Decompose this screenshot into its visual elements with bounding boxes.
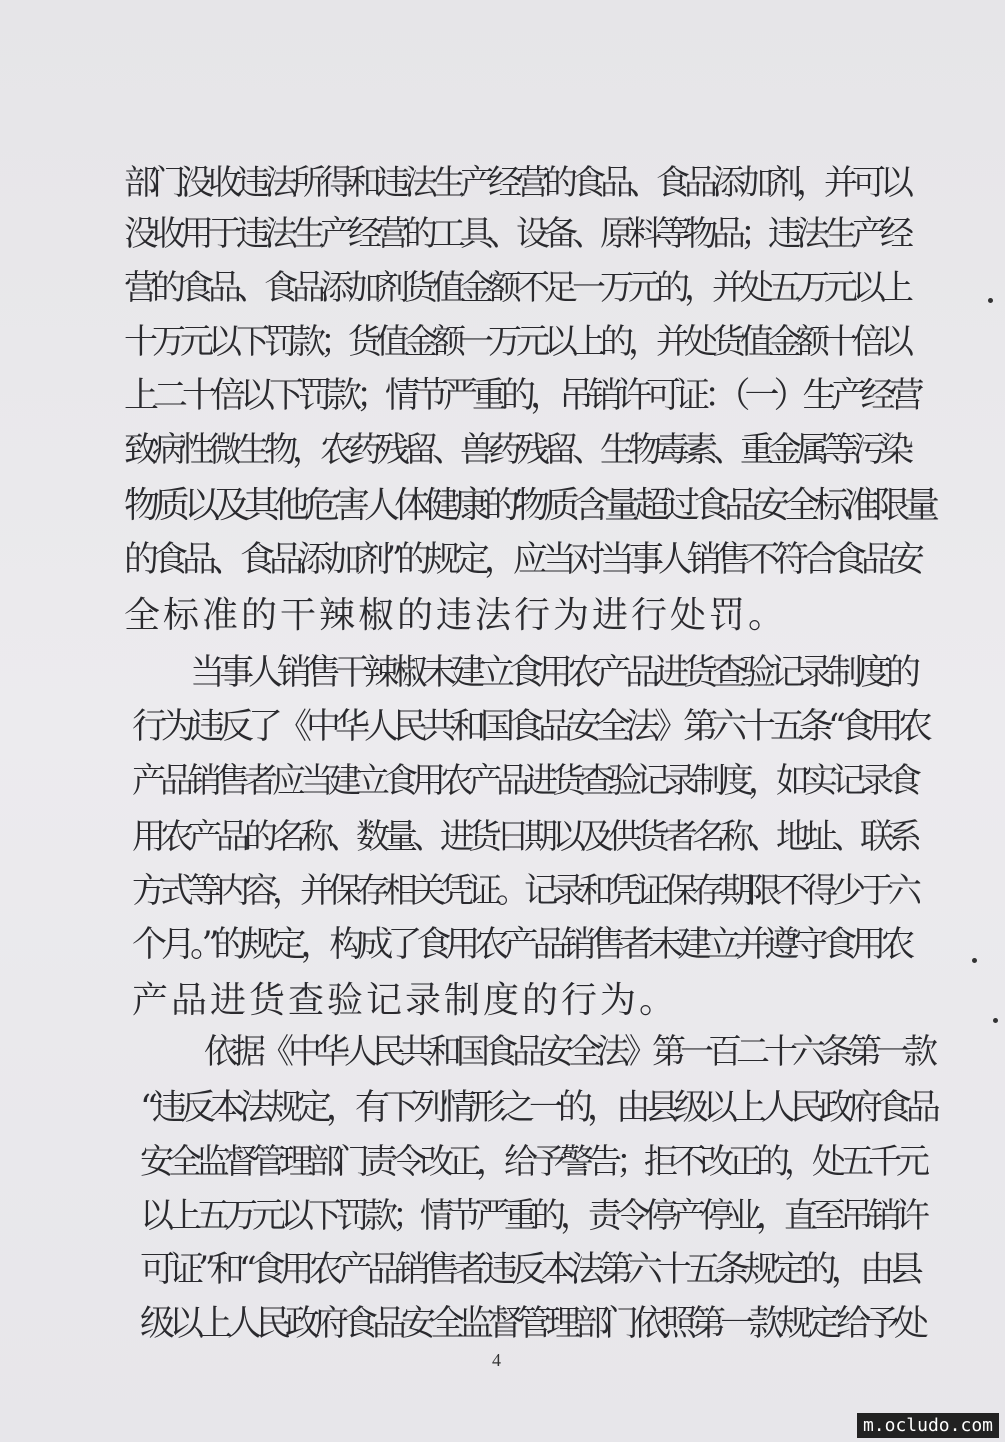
binding-hole-mark bbox=[993, 1018, 998, 1023]
text-line: 可证”和“食用农产品销售者违反本法第六十五条规定的，由县 bbox=[140, 1250, 918, 1290]
text-line: 依据《中华人民共和国食品安全法》第一百二十六条第一款 bbox=[204, 1032, 932, 1072]
text-line: 十万元以下罚款；货值金额一万元以上的，并处货值金额十倍以 bbox=[124, 322, 908, 362]
text-line: 方式等内容，并保存相关凭证。记录和凭证保存期限不得少于六 bbox=[132, 871, 916, 911]
text-line: 营的食品、食品添加剂货值金额不足一万元的，并处五万元以上 bbox=[124, 268, 908, 308]
text-line: 当事人销售干辣椒未建立食用农产品进货查验记录制度的 bbox=[190, 653, 916, 693]
page-number: 4 bbox=[492, 1350, 501, 1370]
text-line: 产品进货查验记录制度的行为。 bbox=[132, 980, 679, 1021]
text-line: “违反本法规定，有下列情形之一的，由县级以上人民政府食品 bbox=[140, 1088, 935, 1128]
text-line: 行为违反了《中华人民共和国食品安全法》第六十五条“食用农 bbox=[132, 707, 927, 747]
binding-hole-mark bbox=[972, 958, 977, 963]
text-line: 级以上人民政府食品安全监督管理部门依照第一款规定给予处 bbox=[140, 1304, 924, 1344]
text-line: 没收用于违法生产经营的工具、设备、原料等物品；违法生产经 bbox=[124, 214, 908, 254]
text-line: 致病性微生物，农药残留、兽药残留、生物毒素、重金属等污染 bbox=[124, 430, 908, 470]
binding-hole-mark bbox=[988, 298, 993, 303]
text-line: 部门没收违法所得和违法生产经营的食品、食品添加剂，并可以 bbox=[124, 163, 908, 203]
text-line: 个月。”的规定，构成了食用农产品销售者未建立并遵守食用农 bbox=[132, 925, 910, 965]
text-line: 全标准的干辣椒的违法行为进行处罚。 bbox=[124, 595, 788, 636]
text-line: 物质以及其他危害人体健康的物质含量超过食品安全标准限量 bbox=[124, 485, 935, 526]
watermark: m.ocludo.com bbox=[857, 1413, 999, 1438]
text-line: 的食品、食品添加剂”的规定，应当对当事人销售不符合食品安 bbox=[124, 540, 919, 580]
text-line: 以上五万元以下罚款；情节严重的，责令停产停业，直至吊销许 bbox=[140, 1196, 924, 1236]
text-line: 安全监督管理部门责令改正，给予警告；拒不改正的，处五千元 bbox=[140, 1142, 924, 1182]
text-line: 用农产品的名称、数量、进货日期以及供货者名称、地址、联系 bbox=[132, 817, 916, 857]
text-line: 上二十倍以下罚款；情节严重的，吊销许可证：（一）生产经营 bbox=[124, 376, 919, 416]
text-line: 产品销售者应当建立食用农产品进货查验记录制度，如实记录食 bbox=[132, 761, 916, 801]
